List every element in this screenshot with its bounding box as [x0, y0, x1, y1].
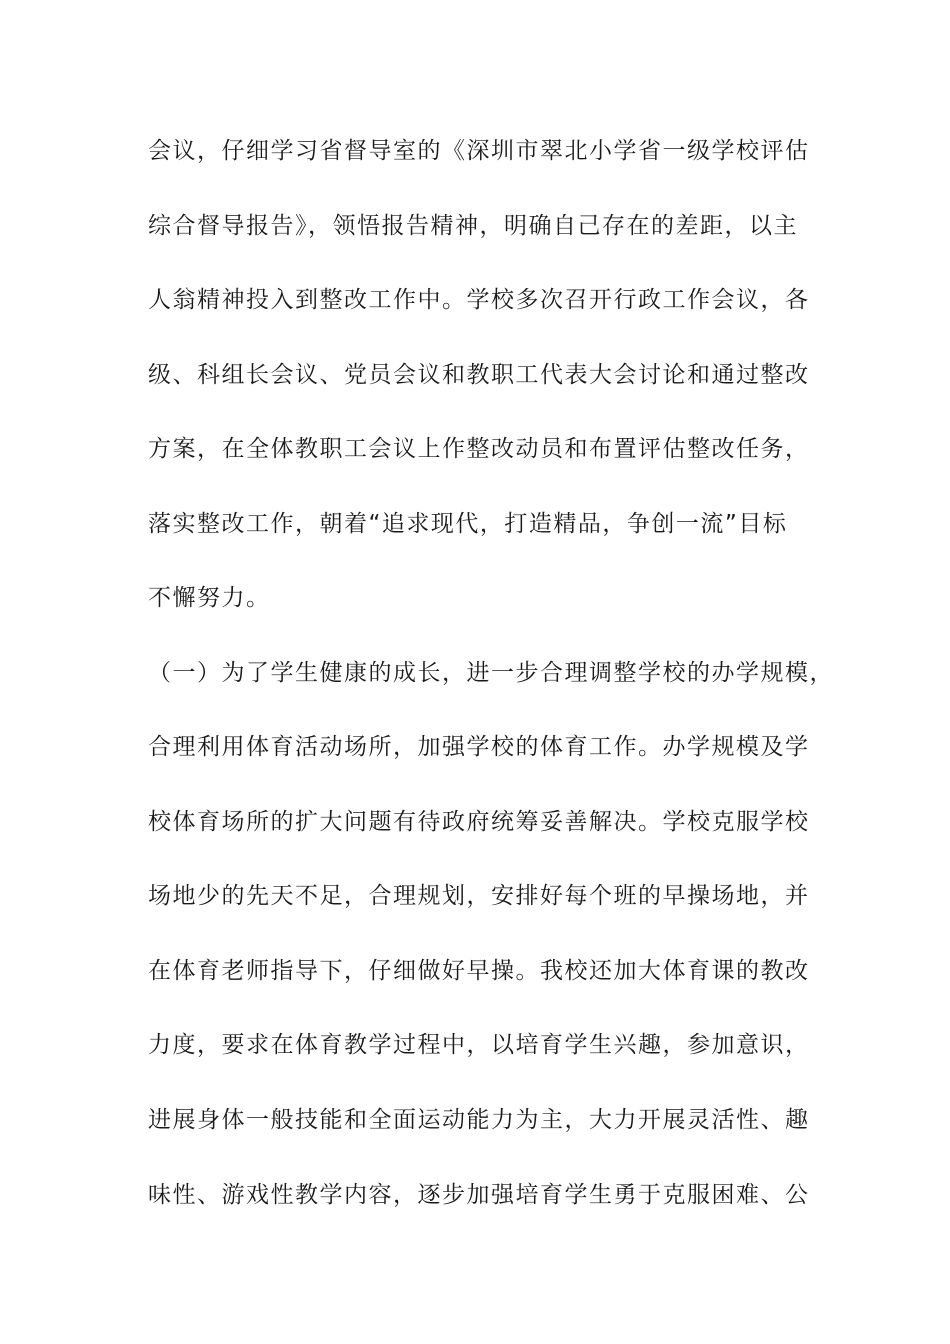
text-line: 综合督导报告》，领悟报告精神，明确自己存在的差距，以主 — [148, 213, 798, 239]
text-line: 落实整改工作，朝着“追求现代，打造精品，争创一流”目标 — [148, 511, 788, 537]
text-line: 进展身体一般技能和全面运动能力为主，大力开展灵活性、趣 — [148, 1107, 810, 1133]
text-line: 校体育场所的扩大问题有待政府统筹妥善解决。学校克服学校 — [148, 809, 810, 835]
text-line: 方案，在全体教职工会议上作整改动员和布置评估整改任务， — [148, 436, 810, 462]
text-line: 合理利用体育活动场所，加强学校的体育工作。办学规模及学 — [148, 734, 810, 760]
text-line: 在体育老师指导下，仔细做好早操。我校还加大体育课的教改 — [148, 958, 810, 984]
section-heading-line: （一）为了学生健康的成长，进一步合理调整学校的办学规模， — [148, 660, 834, 686]
text-line: 人翁精神投入到整改工作中。学校多次召开行政工作会议，各 — [148, 287, 810, 313]
text-line: 级、科组长会议、党员会议和教职工代表大会讨论和通过整改 — [148, 362, 810, 388]
text-line: 会议，仔细学习省督导室的《深圳市翠北小学省一级学校评估 — [148, 138, 810, 164]
text-line: 力度，要求在体育教学过程中，以培育学生兴趣，参加意识， — [148, 1032, 810, 1058]
text-line: 不懈努力。 — [148, 585, 271, 611]
text-line: 味性、游戏性教学内容，逐步加强培育学生勇于克服困难、公 — [148, 1182, 810, 1208]
text-line: 场地少的先天不足，合理规划，安排好每个班的早操场地，并 — [148, 883, 810, 909]
